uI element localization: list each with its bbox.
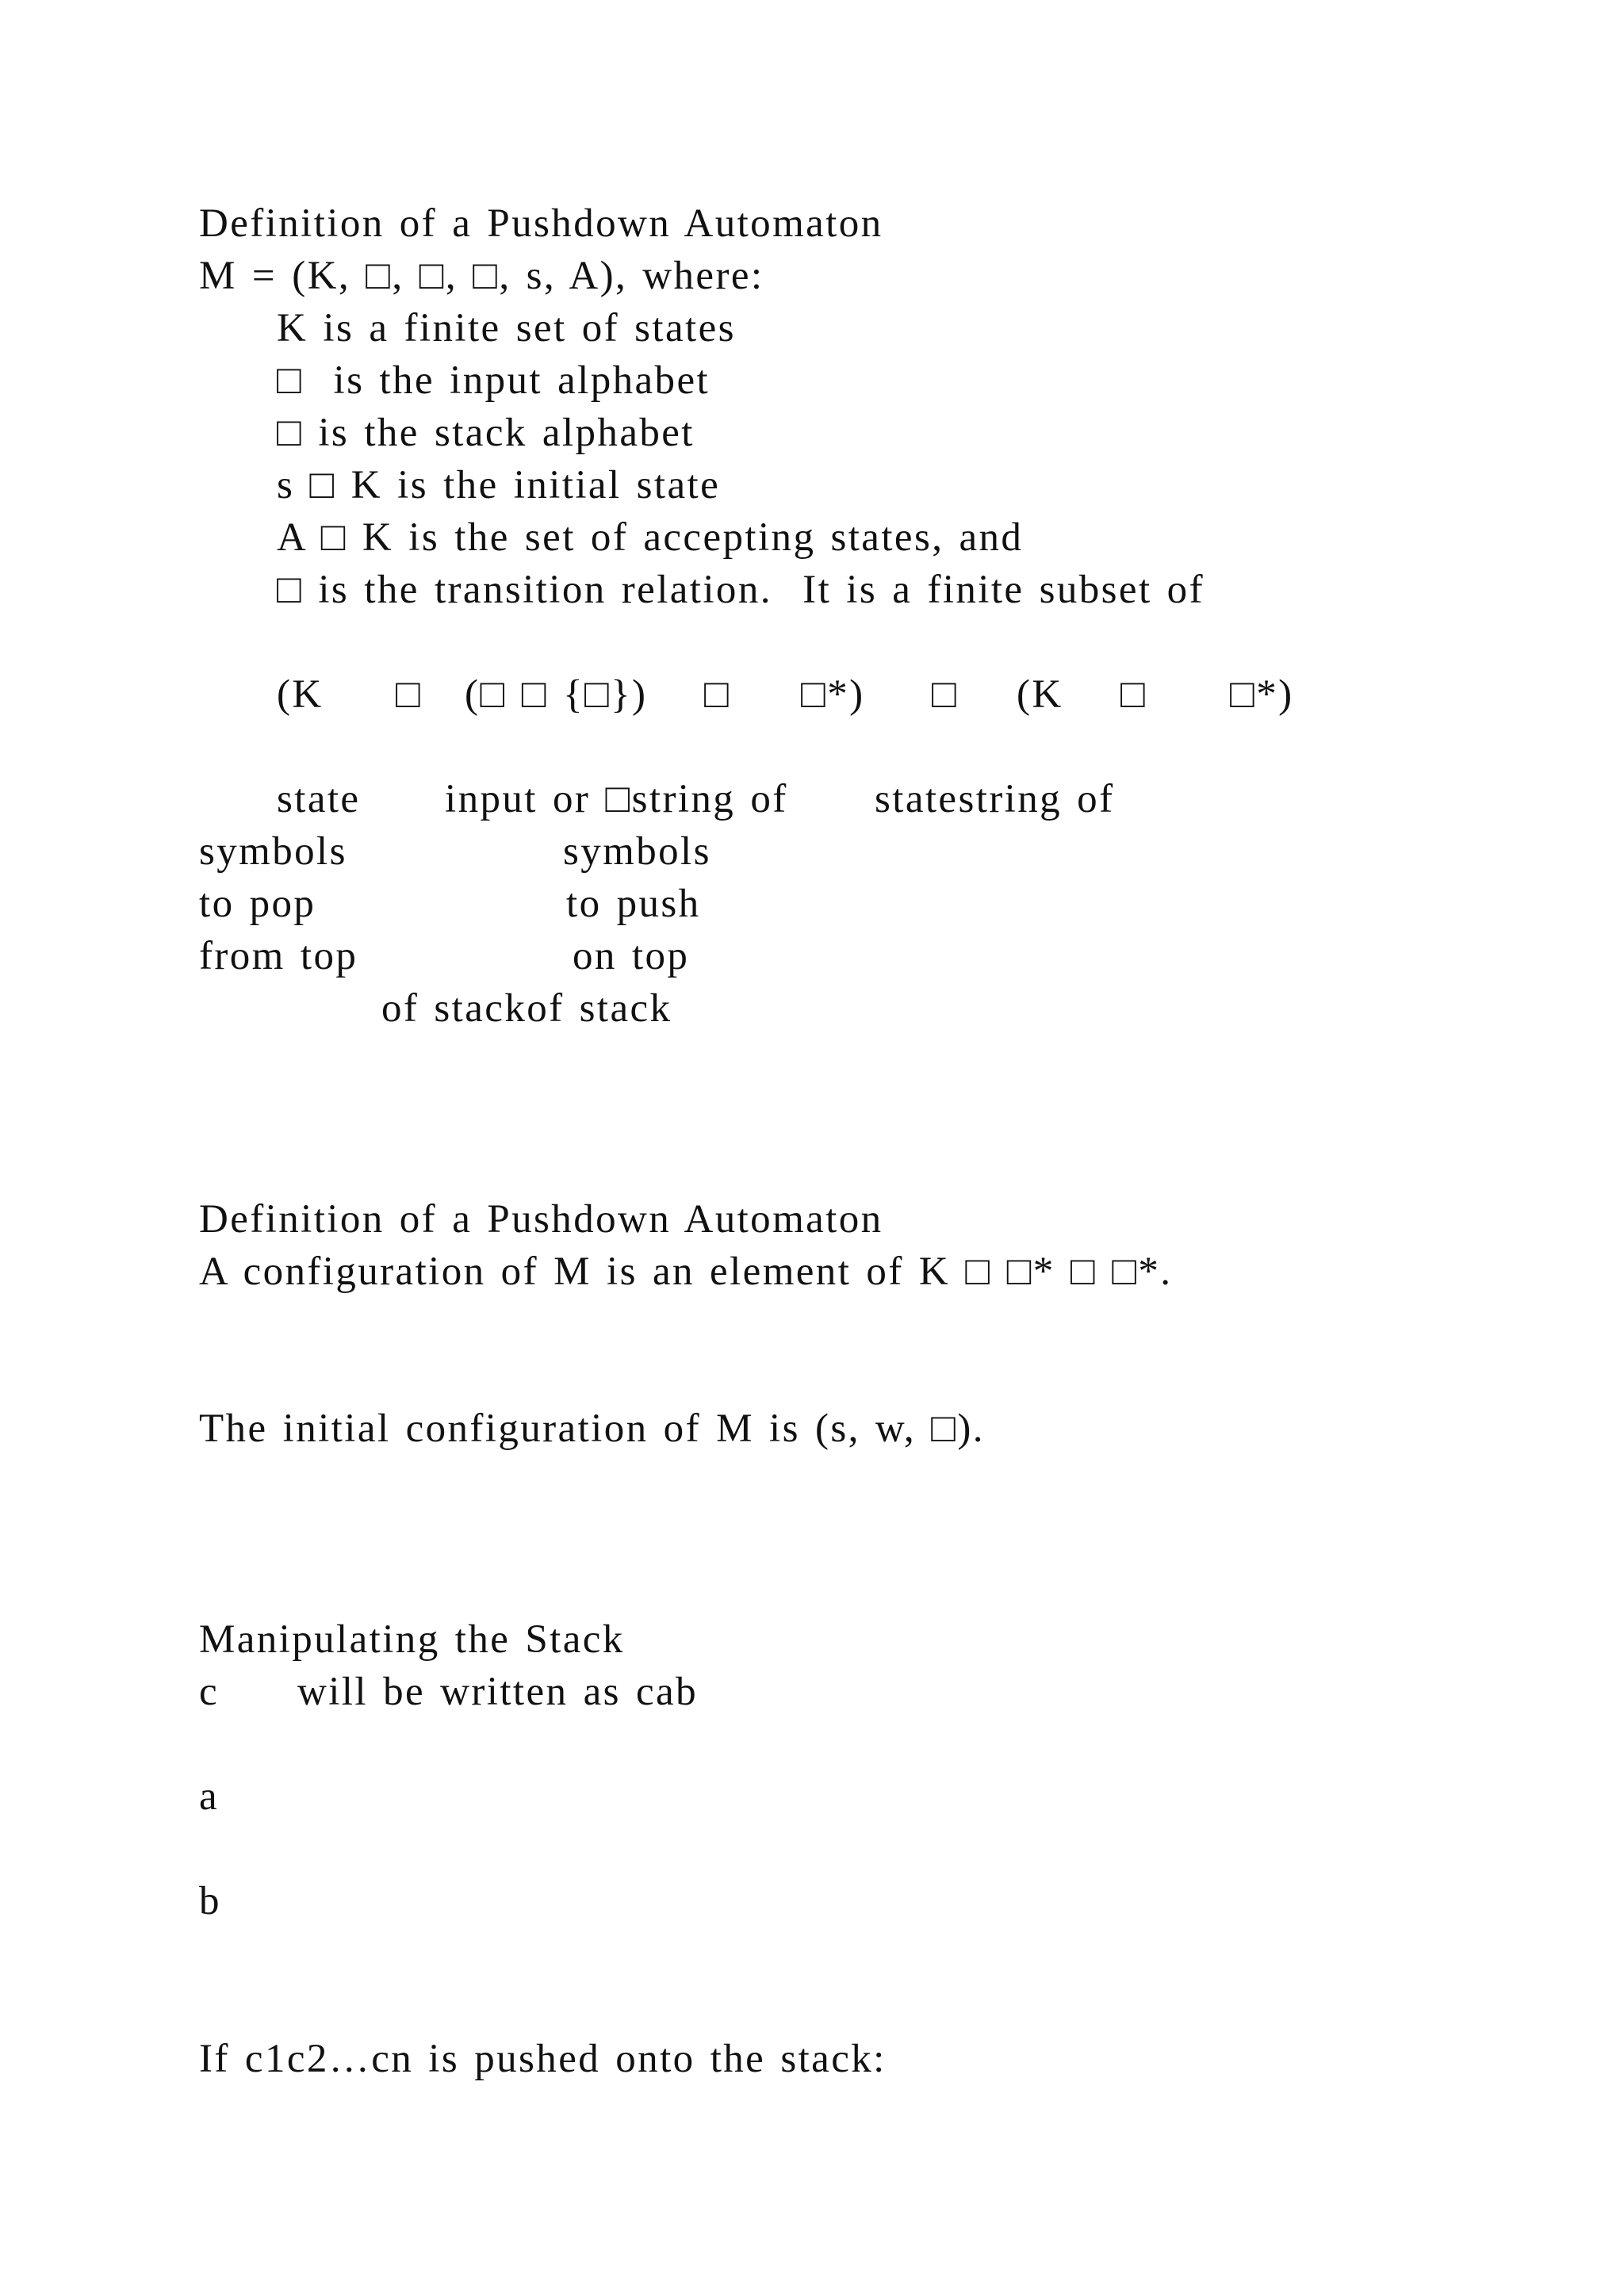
annotation-to-push: to push xyxy=(566,882,701,926)
annotation-on-top: on top xyxy=(573,934,690,978)
relation-push-group: □*) xyxy=(1230,672,1294,717)
definition-item-transition-relation: □ is the transition relation. It is a finite subset of xyxy=(277,568,1205,612)
definition-item-states: K is a finite set of states xyxy=(277,306,736,350)
relation-cross-symbol-3: □ xyxy=(932,672,959,717)
relation-cross-symbol-1: □ xyxy=(396,672,423,717)
initial-configuration: The initial configuration of M is (s, w, □). xyxy=(199,1406,985,1451)
annotation-state: state xyxy=(277,777,361,821)
annotation-symbols-2: symbols xyxy=(563,829,711,874)
relation-open-k: (K xyxy=(277,672,324,717)
annotation-statestring: statestring of xyxy=(875,777,1115,821)
definition-item-initial-state: s □ K is the initial state xyxy=(277,463,721,507)
relation-input-group: (□ □ {□}) xyxy=(465,672,648,717)
relation-pop-group: □*) xyxy=(801,672,865,717)
section2-heading: Definition of a Pushdown Automaton xyxy=(199,1197,883,1242)
relation-cross-symbol-2: □ xyxy=(704,672,731,717)
definition-item-stack-alphabet: □ is the stack alphabet xyxy=(277,411,695,455)
configuration-definition: A configuration of M is an element of K □ □* □ □*. xyxy=(199,1249,1173,1294)
definition-item-accepting-states: A □ K is the set of accepting states, and xyxy=(277,515,1024,560)
annotation-to-pop: to pop xyxy=(199,882,316,926)
relation-open-k-2: (K xyxy=(1017,672,1063,717)
section1-heading: Definition of a Pushdown Automaton xyxy=(199,201,883,246)
annotation-input-or-string: input or □string of xyxy=(445,777,788,821)
section3-heading: Manipulating the Stack xyxy=(199,1617,625,1662)
annotation-symbols-1: symbols xyxy=(199,829,347,874)
annotation-from-top: from top xyxy=(199,934,358,978)
push-description: If c1c2…cn is pushed onto the stack: xyxy=(199,2037,887,2081)
definition-item-input-alphabet: □ is the input alphabet xyxy=(277,358,710,403)
stack-top-symbol: c xyxy=(199,1670,220,1714)
relation-cross-symbol-4: □ xyxy=(1120,672,1147,717)
stack-bottom-symbol: b xyxy=(199,1879,221,1923)
annotation-of-stack: of stackof stack xyxy=(381,986,672,1031)
written-as-text: will be written as cab xyxy=(297,1670,698,1714)
stack-middle-symbol: a xyxy=(199,1774,220,1819)
pda-tuple: M = (K, □, □, □, s, A), where: xyxy=(199,254,764,298)
